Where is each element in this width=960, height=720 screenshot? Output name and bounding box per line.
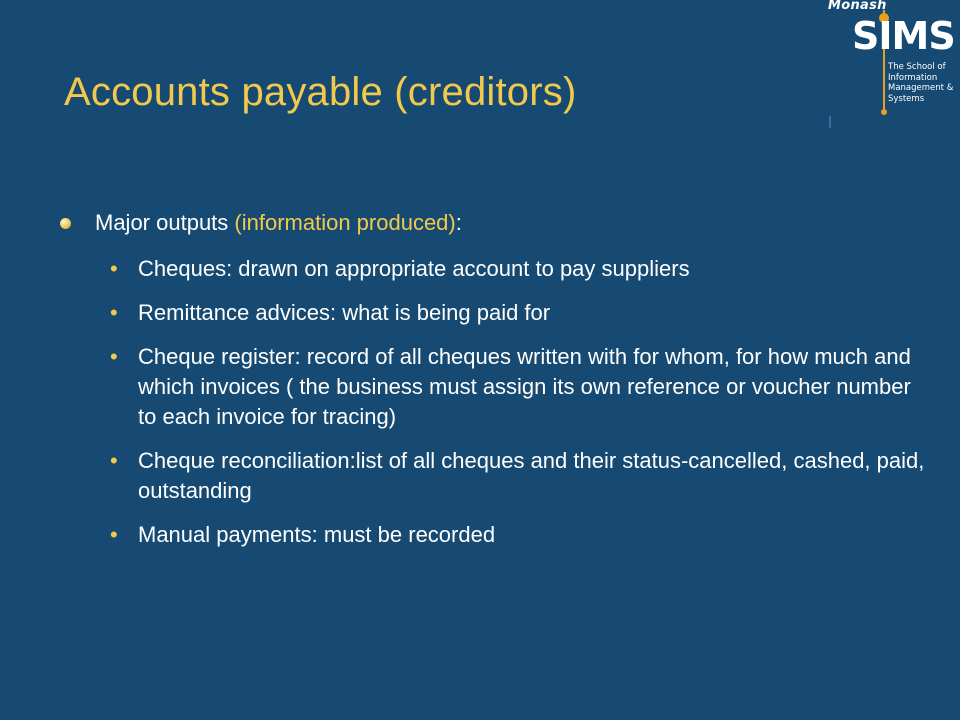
logo-subtitle-line: Information bbox=[888, 72, 938, 83]
sims-logo bbox=[826, 0, 960, 150]
logo-sims-text: SIMS bbox=[852, 14, 955, 58]
dot-bullet-icon: • bbox=[110, 256, 118, 281]
sub-point-list bbox=[110, 254, 930, 564]
slide-title: Accounts payable (creditors) bbox=[64, 70, 577, 114]
main-point-suffix: : bbox=[455, 210, 462, 235]
main-point-highlight: (information produced) bbox=[234, 210, 456, 235]
dot-bullet-icon: • bbox=[110, 300, 118, 325]
list-item bbox=[110, 342, 930, 432]
list-item-text: Manual payments: must be recorded bbox=[138, 522, 496, 547]
logo-monash-text: Monash bbox=[828, 0, 887, 13]
list-item bbox=[110, 446, 930, 506]
list-item-text: Cheque reconciliation:list of all cheques and their status-cancelled, cashed, paid, outstanding bbox=[138, 448, 925, 503]
dot-bullet-icon: • bbox=[110, 344, 118, 369]
logo-subtitle-line: Management & bbox=[888, 83, 954, 93]
list-item-text: Cheque register: record of all cheques written with for whom, for how much and which invoices ( the business must assign its own reference or voucher number to each invoice for tracing) bbox=[138, 344, 911, 429]
bullet-icon bbox=[60, 218, 71, 229]
list-item bbox=[110, 254, 930, 284]
main-point bbox=[95, 210, 462, 236]
main-point-prefix: Major outputs bbox=[95, 210, 235, 235]
dot-bullet-icon: • bbox=[110, 522, 118, 547]
logo-subtitle-line: The School of bbox=[888, 62, 946, 72]
list-item bbox=[110, 520, 930, 550]
logo-subtitle-line: Systems bbox=[888, 93, 925, 104]
dot-bullet-icon: • bbox=[110, 448, 118, 473]
list-item-text: Cheques: drawn on appropriate account to pay suppliers bbox=[138, 256, 690, 281]
logo-subtitle bbox=[888, 62, 960, 104]
list-item bbox=[110, 298, 930, 328]
list-item-text: Remittance advices: what is being paid for bbox=[138, 300, 551, 325]
